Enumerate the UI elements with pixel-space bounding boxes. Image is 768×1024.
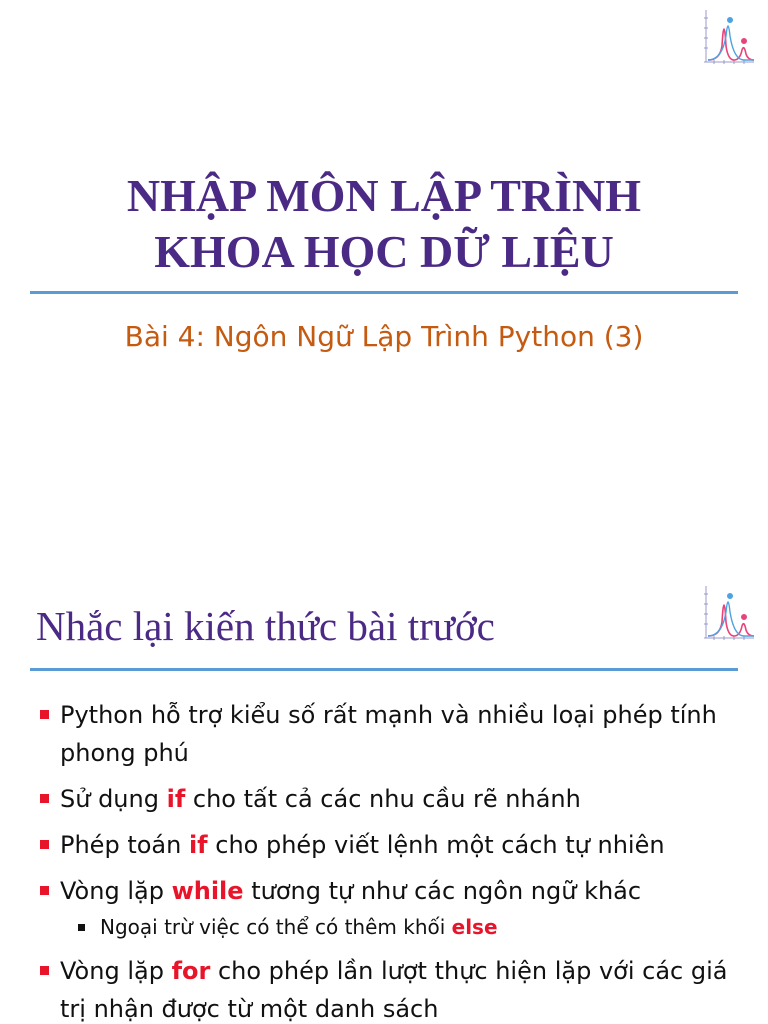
bullet-text: Python hỗ trợ kiểu số rất mạnh và nhiều loại phép tính phong phú xyxy=(60,701,717,767)
keyword-if: if xyxy=(188,831,208,859)
bullet-if-branching xyxy=(36,780,748,818)
keyword-else: else xyxy=(451,915,498,939)
bullet-text: Phép toán xyxy=(60,831,189,859)
recap-slide xyxy=(0,576,768,1024)
keyword-while: while xyxy=(171,877,244,905)
title-divider xyxy=(30,291,738,294)
bullet-text: cho tất cả các nhu cầu rẽ nhánh xyxy=(185,785,581,813)
spectrum-chart-logo-icon xyxy=(700,582,756,644)
spectrum-chart-logo-icon xyxy=(700,6,756,68)
bullet-text: cho phép viết lệnh một cách tự nhiên xyxy=(207,831,665,859)
keyword-if: if xyxy=(166,785,186,813)
bullet-for-loop xyxy=(36,952,748,1024)
bullet-text: Vòng lặp xyxy=(60,957,172,985)
recap-divider xyxy=(30,668,738,671)
bullet-text: tương tự như các ngôn ngữ khác xyxy=(243,877,642,905)
lesson-subtitle: Bài 4: Ngôn Ngữ Lập Trình Python (3) xyxy=(124,320,644,353)
bullet-text: Sử dụng xyxy=(60,785,167,813)
main-title-line-2: KHOA HỌC DỮ LIỆU xyxy=(154,226,614,277)
bullet-if-operator xyxy=(36,826,748,864)
main-title-line-1: NHẬP MÔN LẬP TRÌNH xyxy=(126,170,642,221)
main-title xyxy=(0,168,768,280)
recap-bullet-list xyxy=(36,696,748,1024)
bullet-text: cho phép lần lượt thực hiện lặp với các giá trị nhận được từ một danh sách xyxy=(60,957,728,1023)
keyword-for: for xyxy=(171,957,211,985)
sub-bullet-else-block xyxy=(36,912,748,942)
recap-title: Nhắc lại kiến thức bài trước xyxy=(36,603,495,649)
bullet-python-numbers xyxy=(36,696,748,772)
sub-bullet-text: Ngoại trừ việc có thể có thêm khối xyxy=(100,915,452,939)
bullet-text: Vòng lặp xyxy=(60,877,172,905)
bullet-while-loop xyxy=(36,872,748,910)
